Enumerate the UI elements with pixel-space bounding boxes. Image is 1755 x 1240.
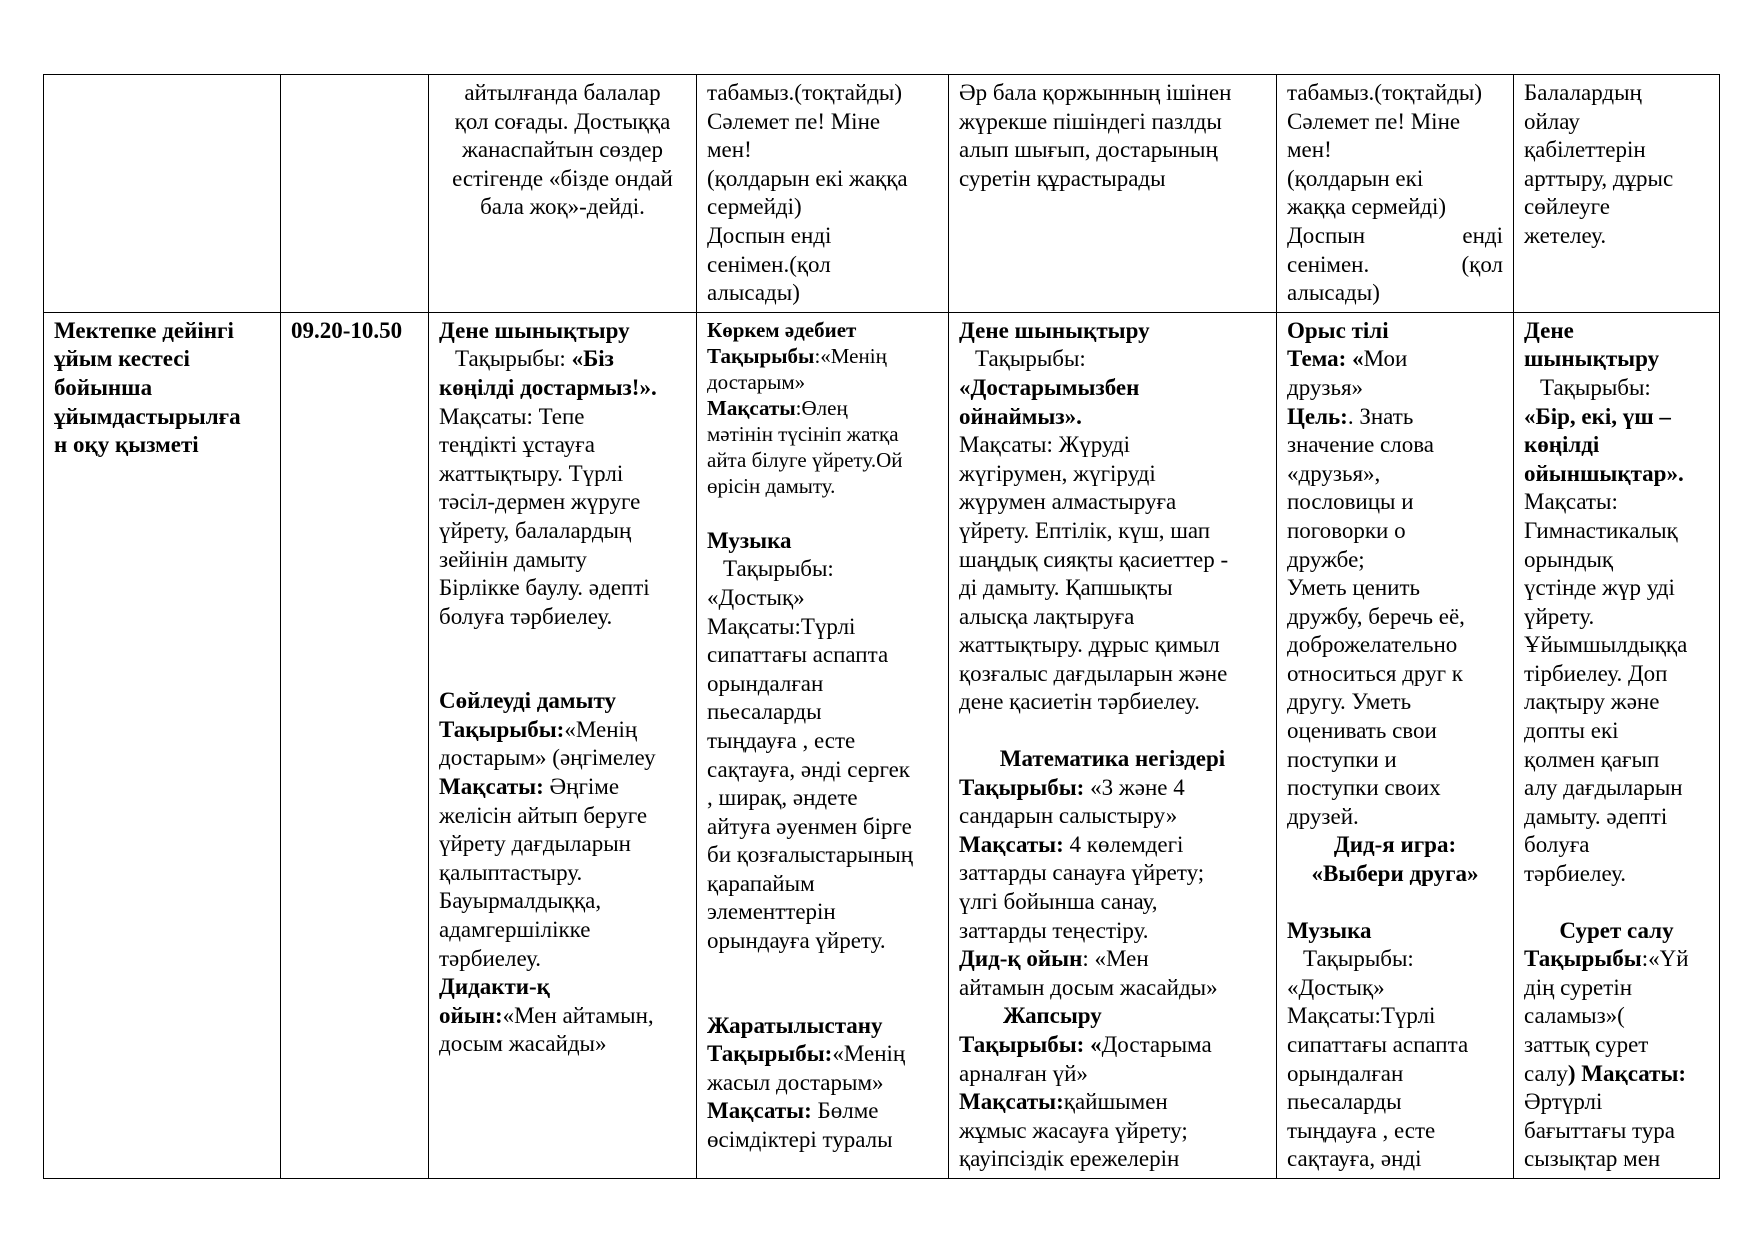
text-line: пьесаларды: [707, 699, 822, 725]
topic-text: «Менің: [564, 716, 638, 742]
text-line: арттыру, дұрыс: [1524, 165, 1674, 191]
section-title: Жаратылыстану: [707, 1012, 883, 1038]
text-line: сызықтар мен: [1524, 1146, 1661, 1172]
text-line: сенімен.(қол: [707, 251, 831, 277]
text-line: тәрбиелеу.: [1524, 861, 1627, 887]
text-line: мен!: [1287, 137, 1332, 163]
goal-label: Мақсаты:: [707, 1098, 812, 1124]
text-line: табамыз.(тоқтайды): [707, 80, 903, 105]
game-label: Дидакти-қ: [439, 974, 550, 1000]
text-line: жүгірумен, жүгіруді: [959, 460, 1156, 486]
text-line: доброжелательно: [1287, 632, 1458, 658]
text-line: , ширақ, әндете: [707, 785, 858, 811]
topic-text: «Менің: [832, 1041, 906, 1067]
text-line: жүрумен алмастыруға: [959, 489, 1177, 515]
text-line: сипаттағы аспапта: [1287, 1032, 1469, 1057]
text-line: үйрету дағдыларын: [439, 831, 631, 857]
goal-label: ) Мақсаты:: [1567, 1060, 1687, 1086]
game-text: : «Мен: [1082, 946, 1149, 972]
text-line: ойлау: [1524, 108, 1580, 134]
text-line: үйрету, балалардың: [439, 517, 632, 543]
topic-label: Тақырыбы: [1524, 946, 1642, 972]
topic-text: салу: [1524, 1060, 1568, 1086]
goal-text: . Знать: [1347, 403, 1414, 429]
text-line: друзей.: [1287, 803, 1359, 829]
text-line: алысқа лақтыруға: [959, 603, 1135, 629]
row1-col5-cell: [949, 75, 1277, 313]
text-line: қолмен қағып: [1524, 746, 1660, 772]
section-title: шынықтыру: [1524, 346, 1660, 372]
text-line: үстінде жүр уді: [1524, 575, 1675, 601]
text-line: сақтауға, әнді сергек: [707, 756, 910, 782]
text-line: орындалған: [707, 670, 824, 696]
text-line: алу дағдыларын: [1524, 775, 1683, 801]
text-line: қабілеттерін: [1524, 137, 1646, 163]
text-line: жаттықтыру. Түрлі: [439, 460, 624, 486]
text-line: Доспын енді: [707, 222, 832, 248]
text-line: жетелеу.: [1524, 222, 1607, 248]
row1-col1-cell: [44, 75, 281, 313]
text-line: пословицы и: [1287, 489, 1414, 515]
text-line: зейінін дамыту: [439, 546, 587, 572]
text-line: шаңдық сияқты қасиеттер -: [959, 546, 1229, 572]
section-title: Музыка: [1287, 917, 1372, 943]
text-line: өрісін дамыту.: [707, 473, 836, 498]
row2-col6-cell: [1277, 312, 1514, 1178]
goal-text: :Өлең: [795, 395, 848, 420]
row1-col4-cell: [697, 75, 949, 313]
goal-label: Мақсаты:: [959, 1089, 1064, 1115]
game-label: ойын:: [439, 1002, 503, 1028]
text-line: мен!: [707, 137, 752, 163]
row1-col7-cell: [1514, 75, 1720, 313]
row2-col5-cell: [949, 312, 1277, 1178]
topic-text: :«Менің: [814, 343, 887, 368]
text-line: допты екі: [1524, 718, 1619, 744]
table-row: [44, 75, 1720, 313]
text-line: тірбиелеу. Доп: [1524, 660, 1668, 686]
activity-heading-line: ұйым кестесі: [54, 346, 190, 372]
text-line: үйрету. Ептілік, күш, шап: [959, 517, 1211, 543]
row2-col7-cell: [1514, 312, 1720, 1178]
goal-text: 4 көлемдегі: [1063, 831, 1184, 857]
text-line: Тақырыбы:: [723, 556, 834, 582]
text-line: лақтыру және: [1524, 689, 1660, 715]
text-line: сөйлеуге: [1524, 194, 1610, 220]
text-line: сипаттағы аспапта: [707, 642, 889, 668]
text-line: поступки своих: [1287, 775, 1441, 801]
topic-label: Тема: «: [1287, 346, 1364, 372]
text-line: орындауға үйрету.: [707, 928, 886, 954]
text-line: алысады): [1287, 280, 1380, 306]
activity-heading-line: бойынша: [54, 374, 153, 400]
text-line: Ұйымшылдыққа: [1524, 632, 1688, 658]
text-line: би қозғалыстарының: [707, 842, 914, 868]
game-label: Дид-қ ойын: [959, 946, 1083, 972]
goal-label: Мақсаты:: [439, 774, 544, 800]
text-line: жаттықтыру. дұрыс қимыл: [959, 632, 1220, 658]
text-line: айтуға әуенмен бірге: [707, 813, 912, 839]
goal-label: Мақсаты: [707, 395, 796, 420]
text-line: дене қасиетін тәрбиелеу.: [959, 689, 1200, 715]
text-line: (қолдарын екі жаққа: [707, 165, 908, 191]
goal-label: Цель:: [1287, 403, 1348, 429]
text-line: сермейді): [707, 194, 802, 220]
text-line: Мақсаты:Түрлі: [1287, 1003, 1436, 1029]
text-line: Мақсаты:Түрлі: [707, 613, 856, 639]
section-title: Дене: [1524, 317, 1574, 343]
text-line: айта білуге үйрету.Ой: [707, 447, 903, 472]
text-line: дамыту. әдепті: [1524, 803, 1668, 829]
text-line: алып шығып, достарының: [959, 137, 1218, 163]
goal-label: Мақсаты:: [959, 831, 1064, 857]
text-line: «Достық»: [1287, 974, 1385, 1000]
row1-col6-cell: [1277, 75, 1514, 313]
text-line: Әртүрлі: [1524, 1089, 1603, 1115]
text-line: қалыптастыру.: [439, 859, 583, 885]
section-title: Математика негіздері: [999, 746, 1226, 772]
text-line: сақтауға, әнді: [1287, 1146, 1422, 1172]
text-line: теңдікті ұстауға: [439, 432, 595, 458]
text-line: Мақсаты: Тепе: [439, 403, 585, 429]
text-line: тыңдауға , есте: [707, 727, 856, 753]
activity-heading-line: Мектепке дейінгі: [54, 317, 234, 343]
text-line: орындық: [1524, 546, 1614, 572]
topic-text: «Бір, екі, үш –: [1524, 403, 1671, 429]
topic-text: саламыз»(: [1524, 1003, 1625, 1029]
text-line: естігенде «бізде ондай: [452, 165, 673, 191]
text-line: Мақсаты:: [1524, 489, 1618, 515]
goal-text: Әңгіме: [543, 774, 620, 800]
text-line: орындалған: [1287, 1060, 1404, 1086]
text-line: поговорки о: [1287, 517, 1406, 543]
text-line: Сәлемет пе! Міне: [707, 108, 881, 134]
text-line: сенімен. (қол: [1287, 251, 1503, 277]
section-title: Орыс тілі: [1287, 317, 1389, 343]
text-line: тәрбиелеу.: [439, 945, 542, 971]
section-title: Сурет салу: [1559, 917, 1674, 943]
activity-heading-line: н оқу қызметі: [54, 432, 199, 458]
topic-text: жасыл достарым»: [707, 1069, 884, 1095]
topic-label: Тақырыбы:: [959, 774, 1085, 800]
section-title: Дид-я игра:: [1333, 832, 1457, 858]
text-line: жанаспайтын сөздер: [461, 137, 663, 163]
topic-text: ойыншықтар».: [1524, 460, 1684, 486]
text-line: Бірлікке баулу. әдепті: [439, 575, 650, 601]
topic-text: ойнаймыз».: [959, 403, 1082, 429]
text-line: ді дамыту. Қапшықты: [959, 575, 1173, 601]
game-text: «Мен айтамын,: [502, 1002, 654, 1028]
row2-col3-cell: [429, 312, 697, 1178]
topic-text: :«Үй: [1641, 946, 1689, 972]
text-line: Гимнастикалық: [1524, 517, 1678, 543]
section-title: Дене шынықтыру: [959, 317, 1150, 343]
topic-label: Тақырыбы:: [975, 346, 1086, 372]
section-title: Дене шынықтыру: [439, 317, 630, 343]
text-line: поступки и: [1287, 746, 1397, 772]
text-line: значение слова: [1287, 432, 1434, 458]
row1-col2-cell: [281, 75, 429, 313]
row1-col3-cell: [429, 75, 697, 313]
text-line: болуға тәрбиелеу.: [439, 603, 613, 629]
text-line: оценивать свои: [1287, 718, 1437, 744]
text-line: табамыз.(тоқтайды): [1287, 80, 1483, 105]
table-row: [44, 312, 1720, 1178]
topic-label: Тақырыбы:: [455, 346, 572, 372]
topic-label: Тақырыбы:: [439, 716, 565, 742]
topic-text: «Достарымызбен: [959, 374, 1140, 400]
text-line: пьесаларды: [1287, 1089, 1402, 1115]
topic-text: көңілді достармыз!».: [439, 374, 657, 400]
topic-label: Тақырыбы:: [707, 1041, 833, 1067]
text-line: Мақсаты: Жүруді: [959, 432, 1131, 458]
topic-text: достарым»: [707, 369, 806, 394]
game-text: айтамын досым жасайды»: [959, 974, 1218, 1000]
text-line: Балалардың: [1524, 80, 1642, 105]
goal-text: өсімдіктері туралы: [707, 1127, 893, 1153]
text-line: другу. Уметь: [1287, 689, 1412, 715]
text-line: заттарды санауға үйрету;: [959, 860, 1205, 886]
text-line: жұмыс жасауға үйрету;: [959, 1117, 1188, 1143]
topic-text: дің суретін: [1524, 974, 1633, 1000]
text-line: қауіпсіздік ережелерін: [959, 1146, 1180, 1172]
text-line: тыңдауға , есте: [1287, 1117, 1436, 1143]
text-line: Бауырмалдыққа,: [439, 888, 602, 914]
text-line: қозғалыс дағдыларын және: [959, 660, 1228, 686]
goal-text: қайшымен: [1063, 1089, 1168, 1115]
text-line: тәсіл-дермен жүруге: [439, 489, 641, 515]
topic-text: «3 және 4: [1084, 774, 1185, 800]
topic-text: сандарын салыстыру»: [959, 803, 1178, 829]
topic-text: Достарыма: [1101, 1032, 1212, 1057]
text-line: адамгершілікке: [439, 917, 591, 943]
topic-text: Мои: [1363, 346, 1408, 372]
text-line: Әр бала қоржынның ішінен: [959, 80, 1232, 105]
text-line: желісін айтып беруге: [439, 802, 648, 828]
topic-text: достарым» (әңгімелеу: [439, 745, 656, 771]
text-line: мәтінін түсініп жатқа: [707, 421, 899, 446]
text-line: относиться друг к: [1287, 660, 1463, 686]
text-line: элементтерін: [707, 899, 836, 925]
time-range: 09.20-10.50: [291, 317, 403, 343]
text-line: суретін құрастырады: [959, 165, 1166, 191]
text-line: жаққа сермейді): [1287, 194, 1447, 220]
topic-text: «Біз: [571, 346, 614, 372]
text-line: Доспын енді: [1287, 222, 1503, 248]
row2-col2-cell: [281, 312, 429, 1178]
text-line: қол соғады. Достыққа: [454, 108, 671, 134]
text-line: үйрету.: [1524, 603, 1595, 629]
topic-label: Тақырыбы:: [1540, 374, 1651, 400]
text-line: дружбу, беречь её,: [1287, 603, 1465, 629]
section-title: «Выбери друга»: [1311, 861, 1479, 887]
text-line: жүрекше пішіндегі пазлды: [959, 108, 1222, 134]
text-line: «друзья»,: [1287, 460, 1381, 486]
section-title: Көркем әдебиет: [707, 317, 857, 342]
text-line: заттарды теңестіру.: [959, 917, 1149, 943]
text-line: бағыттағы тура: [1524, 1117, 1675, 1143]
game-text: досым жасайды»: [439, 1031, 607, 1057]
text-line: (қолдарын екі: [1287, 165, 1424, 191]
text-line: «Достық»: [707, 584, 805, 610]
topic-text: заттық сурет: [1524, 1032, 1649, 1057]
text-line: үлгі бойынша санау,: [959, 889, 1158, 915]
text-line: Сәлемет пе! Міне: [1287, 108, 1461, 134]
activity-heading-line: ұйымдастырылға: [54, 403, 241, 429]
row2-col1-cell: [44, 312, 281, 1178]
topic-label: Тақырыбы: [707, 343, 815, 368]
text-line: болуға: [1524, 832, 1590, 858]
topic-text: друзья»: [1287, 374, 1364, 400]
text-line: қарапайым: [707, 870, 815, 896]
text-line: алысады): [707, 280, 800, 306]
text-line: дружбе;: [1287, 546, 1365, 572]
schedule-table: [43, 74, 1720, 1179]
topic-text: көңілді: [1524, 432, 1600, 458]
row2-col4-cell: [697, 312, 949, 1178]
goal-text: Бөлме: [811, 1098, 879, 1124]
section-title: Музыка: [707, 527, 792, 553]
topic-label: Тақырыбы: «: [959, 1032, 1102, 1057]
topic-text: арналған үй»: [959, 1060, 1088, 1086]
text-line: бала жоқ»-дейді.: [480, 194, 645, 220]
text-line: Тақырыбы:: [1303, 946, 1414, 972]
text-line: Уметь ценить: [1287, 575, 1420, 601]
section-title: Жапсыру: [1003, 1003, 1102, 1029]
section-title: Сөйлеуді дамыту: [439, 688, 616, 714]
text-line: айтылғанда балалар: [464, 80, 661, 105]
